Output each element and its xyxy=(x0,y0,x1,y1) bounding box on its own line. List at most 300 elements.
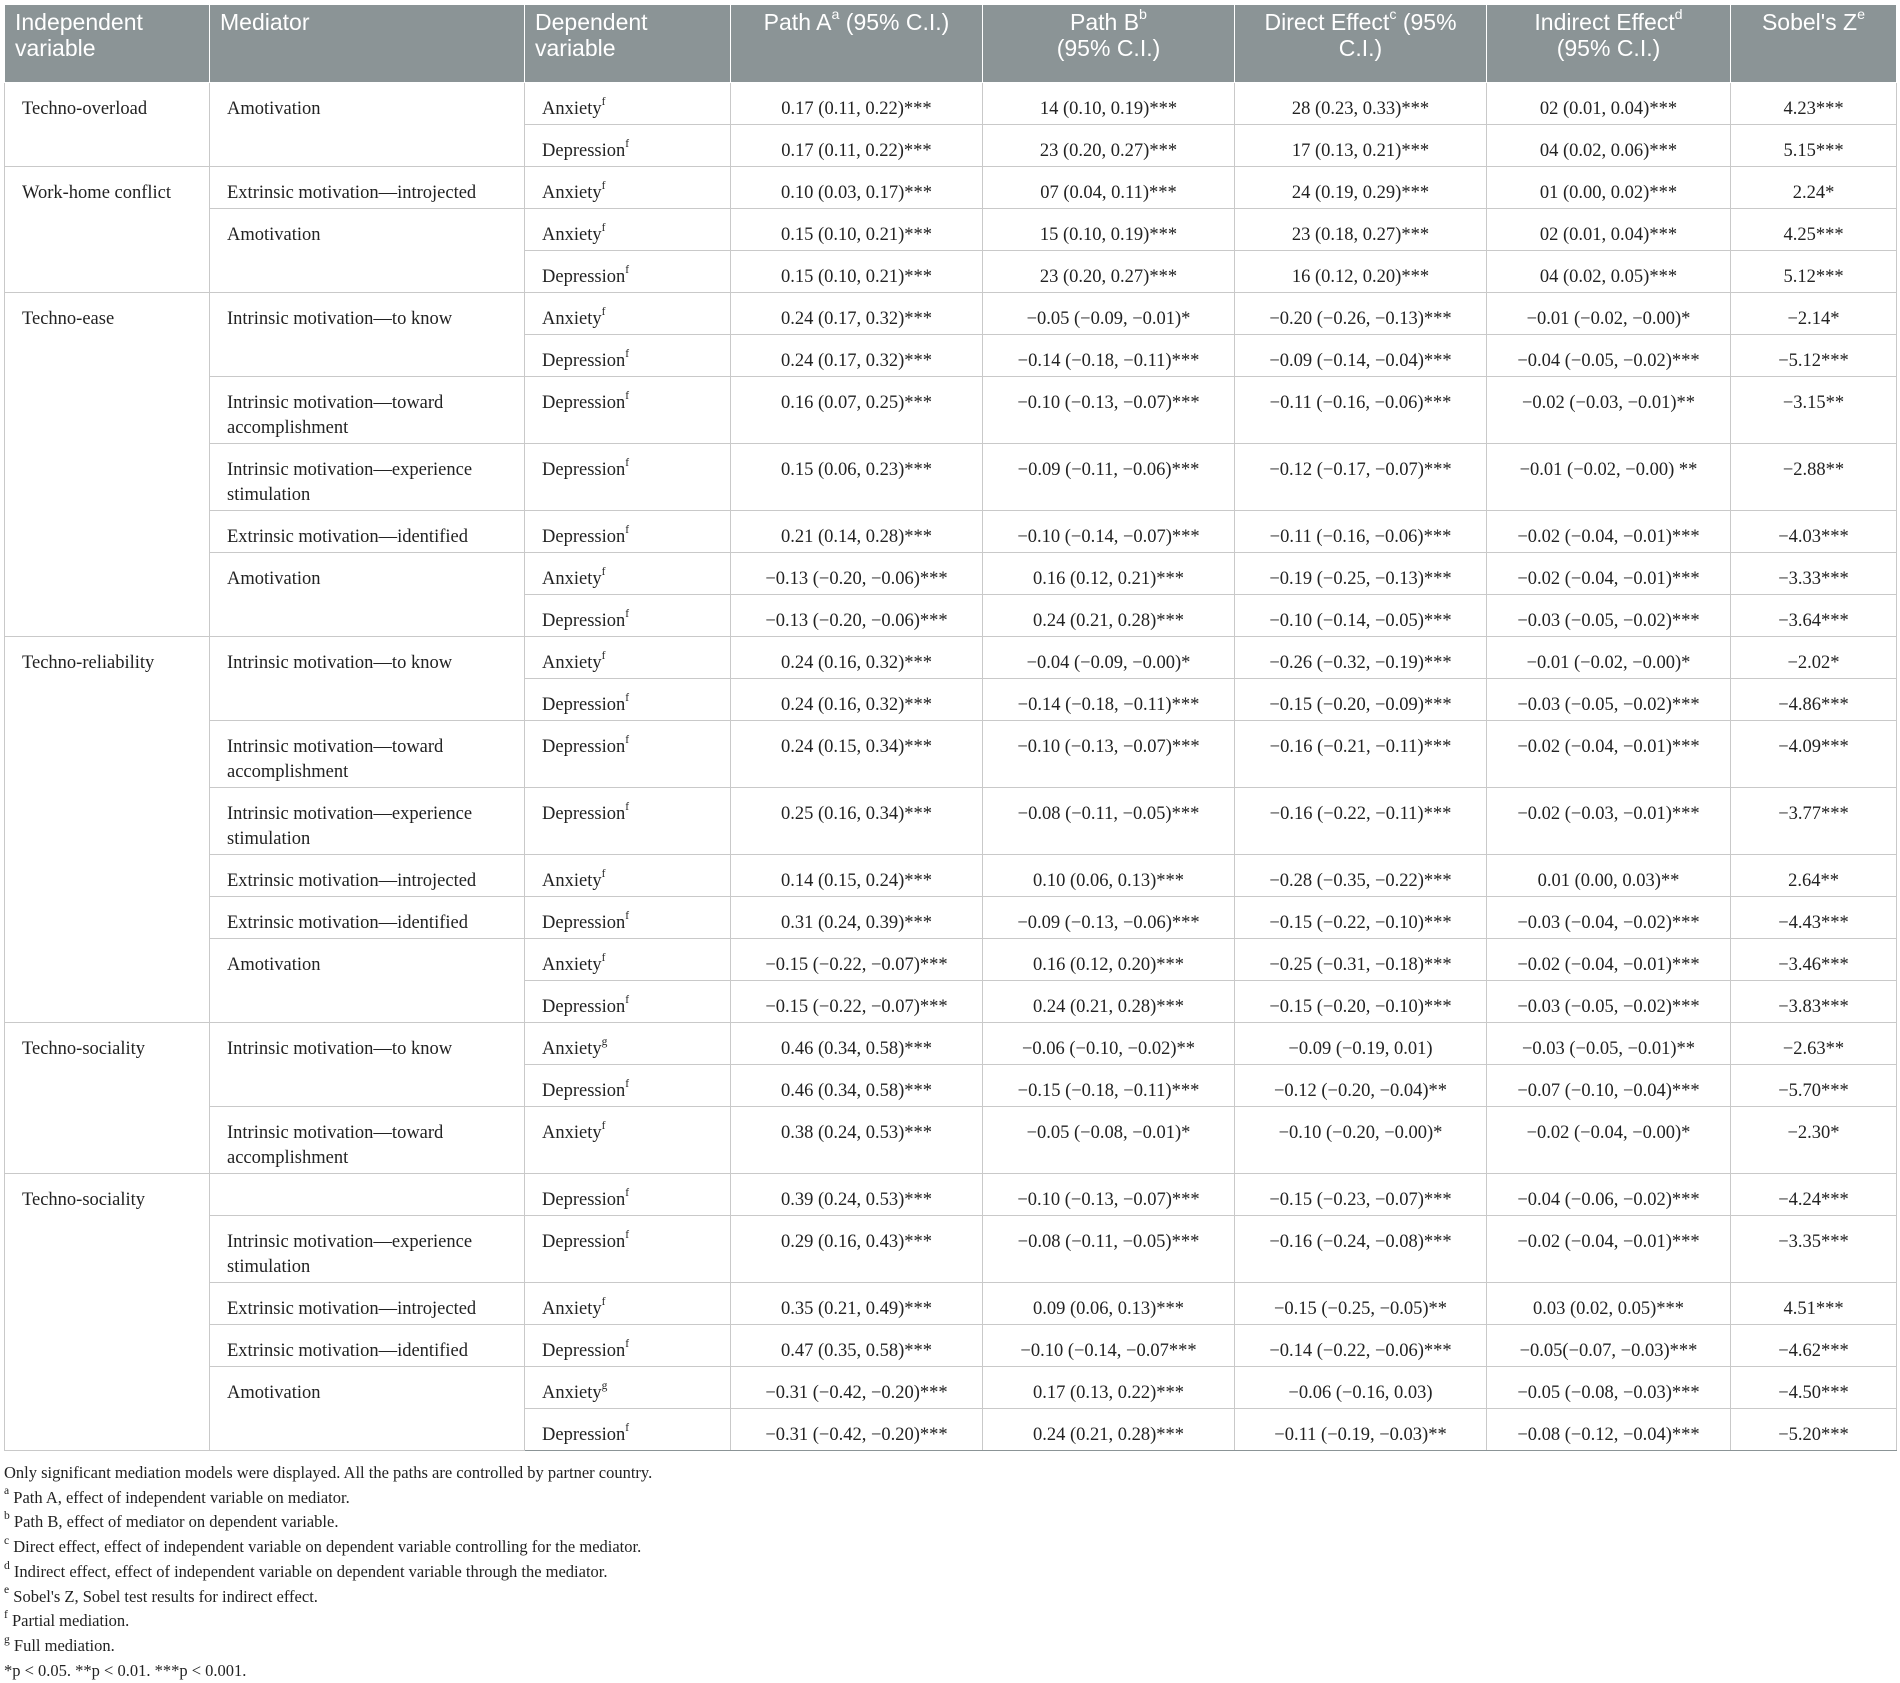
cell-path-b: 0.16 (0.12, 0.20)*** xyxy=(983,939,1235,981)
table-row xyxy=(5,1367,1897,1409)
cell-path-a: 0.24 (0.17, 0.32)*** xyxy=(731,335,983,377)
table-row xyxy=(5,637,1897,679)
cell-dependent-variable xyxy=(525,167,731,209)
footnote-mark: b xyxy=(4,1510,10,1523)
mediation-results-table xyxy=(4,4,1897,1451)
cell-indirect-effect: −0.02 (−0.04, −0.01)*** xyxy=(1487,553,1731,595)
cell-indirect-effect: 0.03 (0.02, 0.05)*** xyxy=(1487,1283,1731,1325)
cell-mediator: Intrinsic motivation—toward accomplishment xyxy=(210,377,525,444)
dependent-variable-label: Depression xyxy=(542,527,626,547)
dependent-variable-label: Anxiety xyxy=(542,653,602,673)
mediation-type-mark: f xyxy=(625,608,630,621)
table-row xyxy=(5,1174,1897,1216)
cell-path-a: 0.24 (0.15, 0.34)*** xyxy=(731,721,983,788)
cell-sobels-z: 2.64** xyxy=(1731,855,1897,897)
cell-indirect-effect: −0.03 (−0.05, −0.02)*** xyxy=(1487,595,1731,637)
cell-mediator: Intrinsic motivation—to know xyxy=(210,293,525,377)
table-row xyxy=(5,1283,1897,1325)
mediation-type-mark: f xyxy=(625,264,630,277)
mediation-type-mark: f xyxy=(625,524,630,537)
cell-path-a: 0.17 (0.11, 0.22)*** xyxy=(731,125,983,167)
cell-indirect-effect: −0.02 (−0.04, −0.00)* xyxy=(1487,1107,1731,1174)
mediation-type-mark: f xyxy=(625,390,630,403)
mediation-type-mark: f xyxy=(625,910,630,923)
cell-path-b: 0.16 (0.12, 0.21)*** xyxy=(983,553,1235,595)
footnote-mark: c xyxy=(4,1534,10,1547)
cell-path-a: −0.31 (−0.42, −0.20)*** xyxy=(731,1409,983,1451)
cell-indirect-effect: −0.03 (−0.05, −0.01)** xyxy=(1487,1023,1731,1065)
dependent-variable-label: Depression xyxy=(542,997,626,1017)
mediation-type-mark: g xyxy=(601,1380,608,1393)
cell-dependent-variable xyxy=(525,1409,731,1451)
cell-sobels-z: −4.43*** xyxy=(1731,897,1897,939)
cell-path-a: 0.17 (0.11, 0.22)*** xyxy=(731,83,983,125)
cell-path-b: −0.14 (−0.18, −0.11)*** xyxy=(983,335,1235,377)
cell-dependent-variable xyxy=(525,939,731,981)
cell-direct-effect: −0.16 (−0.22, −0.11)*** xyxy=(1235,788,1487,855)
cell-dependent-variable xyxy=(525,1107,731,1174)
cell-direct-effect: −0.15 (−0.25, −0.05)** xyxy=(1235,1283,1487,1325)
cell-indirect-effect: 02 (0.01, 0.04)*** xyxy=(1487,83,1731,125)
cell-mediator: Extrinsic motivation—introjected xyxy=(210,1283,525,1325)
cell-direct-effect: −0.25 (−0.31, −0.18)*** xyxy=(1235,939,1487,981)
footnote-text: Full mediation. xyxy=(9,1635,115,1655)
cell-path-a: 0.24 (0.17, 0.32)*** xyxy=(731,293,983,335)
dependent-variable-label: Anxiety xyxy=(542,871,602,891)
cell-path-b: −0.10 (−0.14, −0.07*** xyxy=(983,1325,1235,1367)
cell-mediator: Amotivation xyxy=(210,939,525,1023)
cell-dependent-variable xyxy=(525,1216,731,1283)
mediation-type-mark: f xyxy=(625,1078,630,1091)
cell-indirect-effect: −0.03 (−0.05, −0.02)*** xyxy=(1487,679,1731,721)
cell-dependent-variable xyxy=(525,1325,731,1367)
cell-path-a: −0.13 (−0.20, −0.06)*** xyxy=(731,595,983,637)
cell-direct-effect: 16 (0.12, 0.20)*** xyxy=(1235,251,1487,293)
cell-path-b: 23 (0.20, 0.27)*** xyxy=(983,251,1235,293)
cell-sobels-z: −2.30* xyxy=(1731,1107,1897,1174)
cell-sobels-z: −2.63** xyxy=(1731,1023,1897,1065)
cell-mediator: Extrinsic motivation—introjected xyxy=(210,167,525,209)
mediation-type-mark: f xyxy=(601,1120,606,1133)
cell-indirect-effect: −0.01 (−0.02, −0.00)* xyxy=(1487,293,1731,335)
cell-dependent-variable xyxy=(525,595,731,637)
dependent-variable-label: Depression xyxy=(542,141,626,161)
cell-indirect-effect: −0.02 (−0.03, −0.01)** xyxy=(1487,377,1731,444)
cell-dependent-variable xyxy=(525,981,731,1023)
table-row xyxy=(5,1325,1897,1367)
table-row xyxy=(5,1107,1897,1174)
cell-path-a: −0.13 (−0.20, −0.06)*** xyxy=(731,553,983,595)
cell-path-b: −0.14 (−0.18, −0.11)*** xyxy=(983,679,1235,721)
cell-mediator: Extrinsic motivation—identified xyxy=(210,511,525,553)
mediation-type-mark: f xyxy=(625,994,630,1007)
cell-sobels-z: −4.09*** xyxy=(1731,721,1897,788)
cell-dependent-variable xyxy=(525,1065,731,1107)
cell-dependent-variable xyxy=(525,209,731,251)
cell-mediator: Amotivation xyxy=(210,83,525,167)
cell-indirect-effect: −0.02 (−0.03, −0.01)*** xyxy=(1487,788,1731,855)
cell-path-b: 0.24 (0.21, 0.28)*** xyxy=(983,1409,1235,1451)
dependent-variable-label: Depression xyxy=(542,695,626,715)
dependent-variable-label: Anxiety xyxy=(542,955,602,975)
footnote-mark: g xyxy=(4,1633,10,1646)
cell-path-b: 0.10 (0.06, 0.13)*** xyxy=(983,855,1235,897)
cell-path-b: 0.09 (0.06, 0.13)*** xyxy=(983,1283,1235,1325)
footnote-mark: a xyxy=(4,1485,10,1498)
cell-dependent-variable xyxy=(525,125,731,167)
cell-direct-effect: −0.15 (−0.22, −0.10)*** xyxy=(1235,897,1487,939)
cell-path-b: −0.15 (−0.18, −0.11)*** xyxy=(983,1065,1235,1107)
significance-note: *p < 0.05. **p < 0.01. ***p < 0.001. xyxy=(4,1660,247,1680)
mediation-type-mark: f xyxy=(625,457,630,470)
cell-direct-effect: −0.10 (−0.20, −0.00)* xyxy=(1235,1107,1487,1174)
cell-mediator: Intrinsic motivation—experience stimulation xyxy=(210,1216,525,1283)
cell-path-a: −0.31 (−0.42, −0.20)*** xyxy=(731,1367,983,1409)
table-row xyxy=(5,444,1897,511)
cell-indirect-effect: 0.01 (0.00, 0.03)** xyxy=(1487,855,1731,897)
cell-mediator: Intrinsic motivation—experience stimulation xyxy=(210,444,525,511)
cell-sobels-z: −3.35*** xyxy=(1731,1216,1897,1283)
cell-direct-effect: −0.11 (−0.19, −0.03)** xyxy=(1235,1409,1487,1451)
cell-path-b: −0.09 (−0.11, −0.06)*** xyxy=(983,444,1235,511)
cell-indirect-effect: −0.03 (−0.05, −0.02)*** xyxy=(1487,981,1731,1023)
table-row xyxy=(5,721,1897,788)
cell-indirect-effect: −0.03 (−0.04, −0.02)*** xyxy=(1487,897,1731,939)
cell-independent-variable: Techno-reliability xyxy=(5,637,210,1023)
footnote-mark: d xyxy=(4,1559,10,1572)
cell-path-b: 0.24 (0.21, 0.28)*** xyxy=(983,981,1235,1023)
dependent-variable-label: Depression xyxy=(542,351,626,371)
cell-direct-effect: 23 (0.18, 0.27)*** xyxy=(1235,209,1487,251)
cell-sobels-z: −5.20*** xyxy=(1731,1409,1897,1451)
cell-independent-variable: Techno-sociality xyxy=(5,1174,210,1451)
dependent-variable-label: Depression xyxy=(542,267,626,287)
cell-indirect-effect: −0.05 (−0.08, −0.03)*** xyxy=(1487,1367,1731,1409)
table-row xyxy=(5,553,1897,595)
table-row xyxy=(5,511,1897,553)
table-row xyxy=(5,293,1897,335)
footnote-text: Partial mediation. xyxy=(7,1611,130,1631)
table-row xyxy=(5,167,1897,209)
dependent-variable-label: Depression xyxy=(542,393,626,413)
cell-path-a: 0.16 (0.07, 0.25)*** xyxy=(731,377,983,444)
table-body xyxy=(5,83,1897,1451)
table-row xyxy=(5,83,1897,125)
cell-path-a: 0.24 (0.16, 0.32)*** xyxy=(731,679,983,721)
cell-dependent-variable xyxy=(525,1174,731,1216)
dependent-variable-label: Anxiety xyxy=(542,1123,602,1143)
mediation-type-mark: f xyxy=(625,1422,630,1435)
table-row xyxy=(5,1216,1897,1283)
cell-direct-effect: −0.26 (−0.32, −0.19)*** xyxy=(1235,637,1487,679)
cell-sobels-z: −3.15** xyxy=(1731,377,1897,444)
cell-path-b: 07 (0.04, 0.11)*** xyxy=(983,167,1235,209)
cell-path-b: −0.06 (−0.10, −0.02)** xyxy=(983,1023,1235,1065)
cell-independent-variable: Techno-sociality xyxy=(5,1023,210,1174)
cell-dependent-variable xyxy=(525,1023,731,1065)
cell-sobels-z: −4.24*** xyxy=(1731,1174,1897,1216)
dependent-variable-label: Anxiety xyxy=(542,1299,602,1319)
cell-sobels-z: 4.51*** xyxy=(1731,1283,1897,1325)
cell-dependent-variable xyxy=(525,855,731,897)
cell-indirect-effect: −0.02 (−0.04, −0.01)*** xyxy=(1487,511,1731,553)
footnote xyxy=(4,1535,1894,1560)
footnote xyxy=(4,1560,1894,1585)
mediation-type-mark: f xyxy=(625,138,630,151)
cell-dependent-variable xyxy=(525,377,731,444)
footnote xyxy=(4,1609,1894,1634)
table-row xyxy=(5,939,1897,981)
cell-indirect-effect: −0.02 (−0.04, −0.01)*** xyxy=(1487,721,1731,788)
cell-mediator xyxy=(210,1174,525,1216)
table-notes xyxy=(4,1461,1894,1683)
cell-path-b: −0.04 (−0.09, −0.00)* xyxy=(983,637,1235,679)
cell-sobels-z: 5.15*** xyxy=(1731,125,1897,167)
cell-path-b: −0.10 (−0.13, −0.07)*** xyxy=(983,721,1235,788)
cell-sobels-z: −3.77*** xyxy=(1731,788,1897,855)
dependent-variable-label: Depression xyxy=(542,913,626,933)
cell-dependent-variable xyxy=(525,897,731,939)
cell-sobels-z: −3.46*** xyxy=(1731,939,1897,981)
mediation-type-mark: f xyxy=(625,1187,630,1200)
cell-path-a: 0.10 (0.03, 0.17)*** xyxy=(731,167,983,209)
cell-direct-effect: −0.19 (−0.25, −0.13)*** xyxy=(1235,553,1487,595)
cell-dependent-variable xyxy=(525,1367,731,1409)
mediation-type-mark: f xyxy=(601,650,606,663)
cell-dependent-variable xyxy=(525,511,731,553)
cell-direct-effect: −0.16 (−0.24, −0.08)*** xyxy=(1235,1216,1487,1283)
cell-indirect-effect: −0.02 (−0.04, −0.01)*** xyxy=(1487,939,1731,981)
mediation-type-mark: f xyxy=(601,222,606,235)
cell-indirect-effect: −0.05(−0.07, −0.03)*** xyxy=(1487,1325,1731,1367)
cell-indirect-effect: −0.04 (−0.06, −0.02)*** xyxy=(1487,1174,1731,1216)
dependent-variable-label: Depression xyxy=(542,804,626,824)
cell-direct-effect: 24 (0.19, 0.29)*** xyxy=(1235,167,1487,209)
cell-indirect-effect: 04 (0.02, 0.06)*** xyxy=(1487,125,1731,167)
dependent-variable-label: Anxiety xyxy=(542,569,602,589)
dependent-variable-label: Anxiety xyxy=(542,225,602,245)
cell-path-b: −0.10 (−0.13, −0.07)*** xyxy=(983,1174,1235,1216)
footnote xyxy=(4,1486,1894,1511)
cell-sobels-z: 2.24* xyxy=(1731,167,1897,209)
footnote-text: Path B, effect of mediator on dependent variable. xyxy=(9,1512,339,1532)
dependent-variable-label: Anxiety xyxy=(542,309,602,329)
cell-path-a: 0.25 (0.16, 0.34)*** xyxy=(731,788,983,855)
cell-direct-effect: −0.16 (−0.21, −0.11)*** xyxy=(1235,721,1487,788)
cell-indirect-effect: 04 (0.02, 0.05)*** xyxy=(1487,251,1731,293)
cell-sobels-z: −5.12*** xyxy=(1731,335,1897,377)
dependent-variable-label: Depression xyxy=(542,737,626,757)
cell-path-a: 0.14 (0.15, 0.24)*** xyxy=(731,855,983,897)
cell-independent-variable: Techno-ease xyxy=(5,293,210,637)
header-direct-effect: Direct Effect$^c$ (95% C.I.) xyxy=(1235,5,1487,83)
dependent-variable-label: Depression xyxy=(542,460,626,480)
cell-sobels-z: −4.62*** xyxy=(1731,1325,1897,1367)
cell-path-b: −0.10 (−0.13, −0.07)*** xyxy=(983,377,1235,444)
cell-direct-effect: −0.20 (−0.26, −0.13)*** xyxy=(1235,293,1487,335)
cell-direct-effect: −0.06 (−0.16, 0.03) xyxy=(1235,1367,1487,1409)
cell-path-a: 0.39 (0.24, 0.53)*** xyxy=(731,1174,983,1216)
cell-sobels-z: −3.83*** xyxy=(1731,981,1897,1023)
cell-mediator: Intrinsic motivation—toward accomplishment xyxy=(210,721,525,788)
cell-indirect-effect: −0.02 (−0.04, −0.01)*** xyxy=(1487,1216,1731,1283)
footnote-list xyxy=(4,1486,1894,1659)
cell-mediator: Extrinsic motivation—identified xyxy=(210,1325,525,1367)
table-row xyxy=(5,855,1897,897)
cell-indirect-effect: −0.01 (−0.02, −0.00) ** xyxy=(1487,444,1731,511)
cell-path-b: −0.08 (−0.11, −0.05)*** xyxy=(983,788,1235,855)
mediation-type-mark: f xyxy=(625,348,630,361)
mediation-type-mark: f xyxy=(601,952,606,965)
cell-sobels-z: 5.12*** xyxy=(1731,251,1897,293)
cell-indirect-effect: 01 (0.00, 0.02)*** xyxy=(1487,167,1731,209)
cell-direct-effect: 17 (0.13, 0.21)*** xyxy=(1235,125,1487,167)
cell-mediator: Intrinsic motivation—to know xyxy=(210,1023,525,1107)
cell-dependent-variable xyxy=(525,553,731,595)
cell-path-a: 0.15 (0.06, 0.23)*** xyxy=(731,444,983,511)
cell-indirect-effect: −0.08 (−0.12, −0.04)*** xyxy=(1487,1409,1731,1451)
dependent-variable-label: Depression xyxy=(542,1232,626,1252)
footnote xyxy=(4,1510,1894,1535)
cell-path-b: −0.09 (−0.13, −0.06)*** xyxy=(983,897,1235,939)
cell-direct-effect: −0.15 (−0.20, −0.10)*** xyxy=(1235,981,1487,1023)
cell-path-a: 0.35 (0.21, 0.49)*** xyxy=(731,1283,983,1325)
cell-dependent-variable xyxy=(525,83,731,125)
cell-dependent-variable xyxy=(525,637,731,679)
cell-sobels-z: −2.88** xyxy=(1731,444,1897,511)
mediation-type-mark: f xyxy=(601,96,606,109)
cell-dependent-variable xyxy=(525,444,731,511)
cell-sobels-z: −3.33*** xyxy=(1731,553,1897,595)
cell-path-b: −0.05 (−0.09, −0.01)* xyxy=(983,293,1235,335)
cell-direct-effect: −0.11 (−0.16, −0.06)*** xyxy=(1235,511,1487,553)
cell-direct-effect: −0.09 (−0.19, 0.01) xyxy=(1235,1023,1487,1065)
dependent-variable-label: Depression xyxy=(542,1425,626,1445)
cell-sobels-z: 4.25*** xyxy=(1731,209,1897,251)
mediation-type-mark: f xyxy=(601,180,606,193)
mediation-type-mark: f xyxy=(625,801,630,814)
cell-path-b: 0.24 (0.21, 0.28)*** xyxy=(983,595,1235,637)
header-path-a: Path $A^a$ (95% C.I.) xyxy=(731,5,983,83)
cell-direct-effect: −0.12 (−0.20, −0.04)** xyxy=(1235,1065,1487,1107)
cell-dependent-variable xyxy=(525,721,731,788)
cell-direct-effect: −0.15 (−0.20, −0.09)*** xyxy=(1235,679,1487,721)
cell-mediator: Extrinsic motivation—identified xyxy=(210,897,525,939)
footnote-mark: e xyxy=(4,1584,10,1597)
mediation-type-mark: f xyxy=(601,1296,606,1309)
cell-dependent-variable xyxy=(525,293,731,335)
table-row xyxy=(5,788,1897,855)
cell-mediator: Intrinsic motivation—toward accomplishment xyxy=(210,1107,525,1174)
cell-path-b: 23 (0.20, 0.27)*** xyxy=(983,125,1235,167)
cell-direct-effect: −0.15 (−0.23, −0.07)*** xyxy=(1235,1174,1487,1216)
dependent-variable-label: Depression xyxy=(542,611,626,631)
footnote xyxy=(4,1634,1894,1659)
header-independent-variable: Independent variable xyxy=(5,5,210,83)
header-sobels-z: Sobel's $Z^e$ xyxy=(1731,5,1897,83)
cell-path-b: 14 (0.10, 0.19)*** xyxy=(983,83,1235,125)
cell-direct-effect: −0.11 (−0.16, −0.06)*** xyxy=(1235,377,1487,444)
cell-direct-effect: −0.12 (−0.17, −0.07)*** xyxy=(1235,444,1487,511)
dependent-variable-label: Depression xyxy=(542,1081,626,1101)
mediation-type-mark: f xyxy=(625,1229,630,1242)
footnote-text: Path A, effect of independent variable on mediator. xyxy=(9,1487,350,1507)
cell-path-a: −0.15 (−0.22, −0.07)*** xyxy=(731,981,983,1023)
cell-sobels-z: −4.50*** xyxy=(1731,1367,1897,1409)
table-row xyxy=(5,897,1897,939)
cell-mediator: Extrinsic motivation—introjected xyxy=(210,855,525,897)
cell-path-b: −0.10 (−0.14, −0.07)*** xyxy=(983,511,1235,553)
cell-dependent-variable xyxy=(525,788,731,855)
mediation-type-mark: f xyxy=(601,566,606,579)
cell-path-a: 0.31 (0.24, 0.39)*** xyxy=(731,897,983,939)
cell-sobels-z: 4.23*** xyxy=(1731,83,1897,125)
cell-dependent-variable xyxy=(525,335,731,377)
footnote-text: Direct effect, effect of independent variable on dependent variable controlling for the mediator. xyxy=(9,1537,642,1557)
cell-sobels-z: −3.64*** xyxy=(1731,595,1897,637)
cell-dependent-variable xyxy=(525,679,731,721)
mediation-type-mark: f xyxy=(625,692,630,705)
header-mediator: Mediator xyxy=(210,5,525,83)
dependent-variable-label: Anxiety xyxy=(542,1039,602,1059)
cell-independent-variable: Work-home conflict xyxy=(5,167,210,293)
cell-independent-variable: Techno-overload xyxy=(5,83,210,167)
footnote-text: Indirect effect, effect of independent variable on dependent variable through the mediator. xyxy=(9,1561,608,1581)
footnote-mark: f xyxy=(4,1609,8,1621)
cell-mediator: Intrinsic motivation—to know xyxy=(210,637,525,721)
cell-mediator: Amotivation xyxy=(210,1367,525,1451)
cell-indirect-effect: 02 (0.01, 0.04)*** xyxy=(1487,209,1731,251)
mediation-type-mark: f xyxy=(625,1338,630,1351)
cell-path-a: 0.15 (0.10, 0.21)*** xyxy=(731,251,983,293)
cell-path-a: 0.46 (0.34, 0.58)*** xyxy=(731,1023,983,1065)
dependent-variable-label: Anxiety xyxy=(542,183,602,203)
mediation-type-mark: f xyxy=(601,868,606,881)
mediation-type-mark: g xyxy=(601,1036,608,1049)
header-indirect-effect: Indirect Effect$^d$ (95% C.I.) xyxy=(1487,5,1731,83)
cell-direct-effect: −0.28 (−0.35, −0.22)*** xyxy=(1235,855,1487,897)
cell-path-a: 0.46 (0.34, 0.58)*** xyxy=(731,1065,983,1107)
table-row xyxy=(5,377,1897,444)
cell-path-a: 0.47 (0.35, 0.58)*** xyxy=(731,1325,983,1367)
dependent-variable-label: Anxiety xyxy=(542,99,602,119)
cell-path-b: 15 (0.10, 0.19)*** xyxy=(983,209,1235,251)
cell-indirect-effect: −0.07 (−0.10, −0.04)*** xyxy=(1487,1065,1731,1107)
dependent-variable-label: Depression xyxy=(542,1341,626,1361)
cell-indirect-effect: −0.04 (−0.05, −0.02)*** xyxy=(1487,335,1731,377)
cell-sobels-z: −2.02* xyxy=(1731,637,1897,679)
footnote-text: Sobel's Z, Sobel test results for indirect effect. xyxy=(9,1586,318,1606)
mediation-type-mark: f xyxy=(601,306,606,319)
header-dependent-variable: Dependent variable xyxy=(525,5,731,83)
cell-path-b: −0.05 (−0.08, −0.01)* xyxy=(983,1107,1235,1174)
table-row xyxy=(5,1023,1897,1065)
cell-path-a: 0.24 (0.16, 0.32)*** xyxy=(731,637,983,679)
cell-dependent-variable xyxy=(525,251,731,293)
cell-mediator: Amotivation xyxy=(210,553,525,637)
cell-direct-effect: 28 (0.23, 0.33)*** xyxy=(1235,83,1487,125)
cell-dependent-variable xyxy=(525,1283,731,1325)
cell-direct-effect: −0.09 (−0.14, −0.04)*** xyxy=(1235,335,1487,377)
header-path-b: Path $B^b$ (95% C.I.) xyxy=(983,5,1235,83)
cell-sobels-z: −4.86*** xyxy=(1731,679,1897,721)
cell-path-a: 0.38 (0.24, 0.53)*** xyxy=(731,1107,983,1174)
dependent-variable-label: Depression xyxy=(542,1190,626,1210)
cell-indirect-effect: −0.01 (−0.02, −0.00)* xyxy=(1487,637,1731,679)
cell-path-a: 0.21 (0.14, 0.28)*** xyxy=(731,511,983,553)
cell-sobels-z: −5.70*** xyxy=(1731,1065,1897,1107)
cell-path-a: 0.29 (0.16, 0.43)*** xyxy=(731,1216,983,1283)
